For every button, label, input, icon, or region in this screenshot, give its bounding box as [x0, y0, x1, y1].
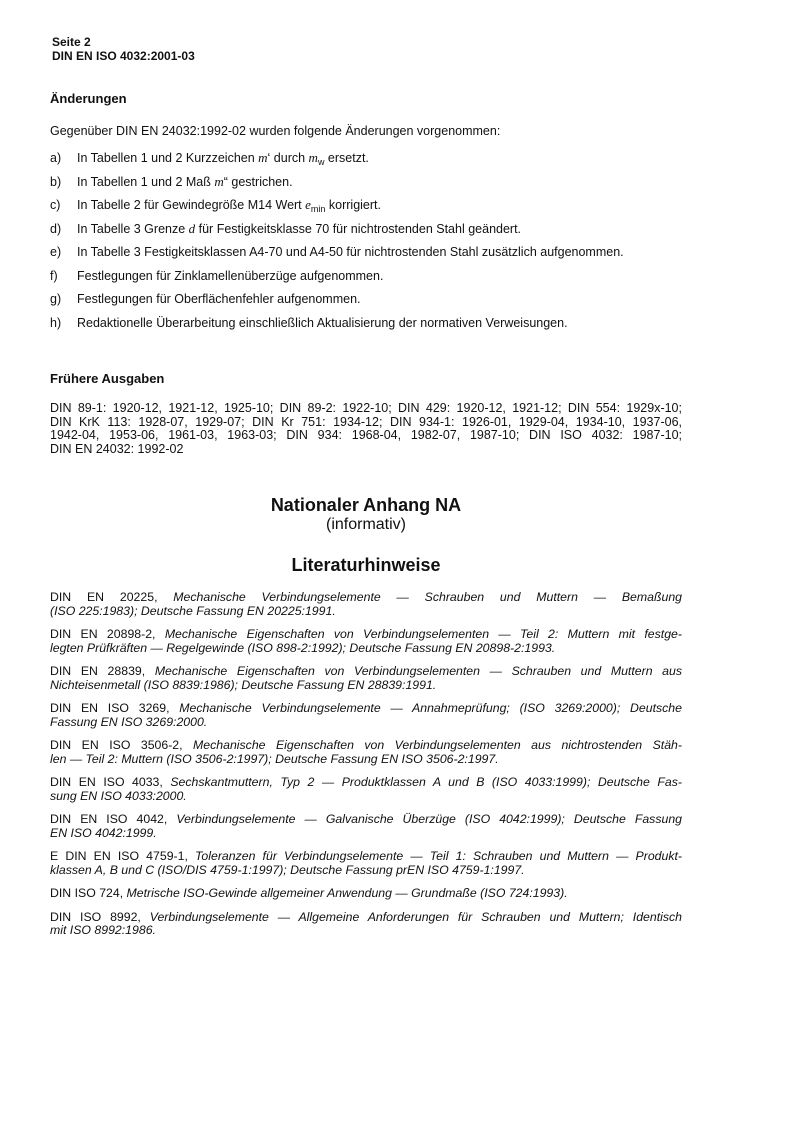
literature-standard-id: DIN ISO 724, — [50, 886, 127, 900]
change-item — [50, 291, 740, 315]
change-letter: f) — [50, 268, 58, 283]
literature-line — [50, 739, 682, 753]
literature-line — [50, 716, 682, 730]
literature-standard-id: DIN EN ISO 4042, — [50, 812, 177, 826]
literature-line — [50, 887, 682, 901]
change-letter: h) — [50, 315, 62, 330]
literature-line — [50, 813, 682, 827]
literature-line — [50, 642, 682, 656]
page-header — [52, 35, 195, 63]
literature-title: Metrische ISO-Gewinde allgemeiner Anwendung — Grundmaße (ISO 724:1993). — [126, 886, 568, 900]
change-text-part: Festlegungen für Oberflächenfehler aufgenommen. — [77, 292, 361, 306]
symbol: d — [188, 220, 196, 236]
literature-line — [50, 702, 682, 716]
literature-item — [50, 776, 682, 803]
change-item — [50, 174, 740, 198]
change-letter: b) — [50, 174, 62, 189]
literature-title: mit ISO 8992:1986. — [50, 923, 156, 937]
change-text-part: In Tabelle 2 für Gewindegröße M14 Wert — [77, 198, 306, 212]
page-number: Seite 2 — [52, 35, 91, 49]
change-item — [50, 221, 740, 245]
literature-title: Mechanische Verbindungselemente — Schrauben und Muttern — Bemaßung — [173, 590, 682, 604]
symbol-subscript: w — [317, 157, 325, 167]
literature-title: sung EN ISO 4033:2000. — [50, 788, 187, 803]
change-letter: e) — [50, 245, 62, 259]
change-text-part: In Tabellen 1 und 2 Kurzzeichen — [77, 151, 259, 165]
literature-title: Verbindungselemente — Allgemeine Anforderungen für Schrauben und Muttern; Identisch — [149, 909, 683, 924]
literature-title: Toleranzen für Verbindungselemente — Teil 1: Schrauben und Muttern — Produkt- — [195, 849, 682, 863]
change-text — [77, 150, 740, 174]
prior-editions-heading: Frühere Ausgaben — [50, 371, 165, 386]
literature-item — [50, 591, 682, 618]
change-text-part: In Tabelle 3 Grenze — [77, 221, 189, 236]
changes-list — [50, 150, 740, 338]
annex-subtitle: (informativ) — [325, 516, 406, 533]
change-text — [77, 315, 740, 339]
literature-title: EN ISO 4042:1999. — [50, 825, 157, 840]
literature-title: Sechskantmuttern, Typ 2 — Produktklassen A und B (ISO 4033:1999); Deutsche Fas- — [170, 775, 682, 789]
literature-line — [50, 591, 682, 605]
literature-line — [50, 679, 682, 693]
change-item — [50, 150, 740, 174]
prior-editions-line: DIN EN 24032: 1992-02 — [50, 441, 184, 456]
prior-editions-line: 1942-04, 1953-06, 1961-03, 1963-03; DIN 934: 1968-04, 1982-07, 1987-10; DIN ISO 4032: 1987-10; — [50, 428, 682, 442]
change-letter: a) — [50, 151, 62, 165]
literature-line — [50, 827, 682, 841]
change-item — [50, 268, 740, 292]
change-text-part: “ gestrichen. — [223, 174, 293, 189]
literature-title: (ISO 225:1983); Deutsche Fassung EN 20225:1991. — [50, 603, 336, 618]
prior-editions-text — [50, 402, 682, 456]
literature-item — [50, 702, 682, 729]
literature-line — [50, 753, 682, 767]
changes-intro: Gegenüber DIN EN 24032:1992-02 wurden folgende Änderungen vorgenommen: — [50, 124, 501, 138]
symbol: e — [305, 197, 311, 212]
literature-line — [50, 628, 682, 642]
literature-title: Fassung EN ISO 3269:2000. — [50, 714, 208, 729]
literature-line — [50, 924, 682, 938]
change-text — [77, 174, 740, 198]
literature-line — [50, 864, 682, 878]
literature-item — [50, 887, 682, 901]
literature-item — [50, 850, 682, 877]
literature-line — [50, 665, 682, 679]
literature-title: Nichteisenmetall (ISO 8839:1986); Deutsche Fassung EN 28839:1991. — [50, 677, 437, 692]
changes-heading: Änderungen — [50, 91, 127, 106]
change-text — [77, 268, 740, 292]
change-text — [77, 197, 740, 221]
literature-standard-id: E DIN EN ISO 4759-1, — [50, 849, 196, 863]
change-text — [77, 221, 740, 245]
literature-line — [50, 850, 682, 864]
literature-standard-id: DIN EN ISO 4033, — [50, 775, 171, 789]
change-item — [50, 315, 740, 339]
literature-item — [50, 628, 682, 655]
prior-editions-line: DIN 89-1: 1920-12, 1921-12, 1925-10; DIN 89-2: 1922-10; DIN 429: 1920-12, 1921-12; DIN 554: 1929x-10; — [50, 401, 682, 415]
change-text-part: In Tabelle 3 Festigkeitsklassen A4-70 und A4-50 für nichtrostenden Stahl zusätzlich aufgenommen. — [77, 245, 624, 259]
literature-standard-id: DIN EN 28839, — [50, 664, 155, 678]
literature-title: klassen A, B und C (ISO/DIS 4759-1:1997); Deutsche Fassung prEN ISO 4759-1:1997. — [50, 862, 525, 877]
change-text-part: ersetzt. — [324, 151, 369, 165]
literature-title: len — Teil 2: Muttern (ISO 3506-2:1997); Deutsche Fassung EN ISO 3506-2:1997. — [50, 751, 499, 766]
literature-standard-id: DIN ISO 8992, — [50, 909, 150, 924]
literature-title: Mechanische Verbindungselemente — Annahmeprüfung; (ISO 3269:2000); Deutsche — [179, 701, 682, 715]
change-text-part: Redaktionelle Überarbeitung einschließlich Aktualisierung der normativen Verweisungen. — [77, 315, 568, 330]
literature-title: legten Prüfkräften — Regelgewinde (ISO 898-2:1992); Deutsche Fassung EN 20898-2:1993. — [50, 640, 556, 655]
change-letter: g) — [50, 292, 62, 306]
document-id: DIN EN ISO 4032:2001-03 — [52, 49, 195, 63]
change-text-part: In Tabellen 1 und 2 Maß — [77, 174, 215, 189]
prior-editions-line: DIN KrK 113: 1928-07, 1929-07; DIN Kr 751: 1934-12; DIN 934-1: 1926-01, 1929-04, 1934-10, 1937-06, — [50, 414, 682, 429]
literature-list — [50, 591, 682, 948]
symbol: m — [214, 173, 224, 189]
change-letter: c) — [50, 198, 61, 212]
literature-item — [50, 911, 682, 938]
literature-line — [50, 605, 682, 619]
literature-line — [50, 790, 682, 804]
literature-line — [50, 776, 682, 790]
literature-title: Mechanische Eigenschaften von Verbindungselementen — Schrauben und Muttern aus — [154, 664, 683, 678]
literature-line — [50, 911, 682, 925]
literature-standard-id: DIN EN ISO 3506-2, — [50, 738, 194, 752]
literature-item — [50, 739, 682, 766]
literature-standard-id: DIN EN ISO 3269, — [50, 701, 180, 715]
literature-title: Mechanische Eigenschaften von Verbindungselementen — Teil 2: Muttern mit festge- — [164, 627, 682, 641]
annex-title: Nationaler Anhang NA — [270, 495, 462, 515]
literature-standard-id: DIN EN 20898-2, — [50, 627, 165, 641]
literature-standard-id: DIN EN 20225, — [50, 590, 174, 604]
symbol-subscript: min — [310, 204, 326, 214]
change-text-part: ‘ durch — [267, 151, 309, 165]
change-text-part: Festlegungen für Zinklamellenüberzüge aufgenommen. — [77, 268, 384, 283]
symbol: m — [258, 150, 268, 165]
literature-heading: Literaturhinweise — [291, 555, 441, 575]
literature-item — [50, 665, 682, 692]
change-text — [77, 291, 740, 315]
symbol: m — [308, 150, 318, 165]
literature-item — [50, 813, 682, 840]
change-text — [77, 244, 740, 268]
change-letter: d) — [50, 221, 62, 236]
literature-title: Verbindungselemente — Galvanische Überzüge (ISO 4042:1999); Deutsche Fassung — [176, 812, 682, 826]
change-text-part: korrigiert. — [325, 198, 381, 212]
change-item — [50, 197, 740, 221]
literature-title: Mechanische Eigenschaften von Verbindungselementen aus nichtrostenden Stäh- — [193, 738, 682, 752]
change-text-part: für Festigkeitsklasse 70 für nichtrostenden Stahl geändert. — [195, 221, 522, 236]
change-item — [50, 244, 740, 268]
